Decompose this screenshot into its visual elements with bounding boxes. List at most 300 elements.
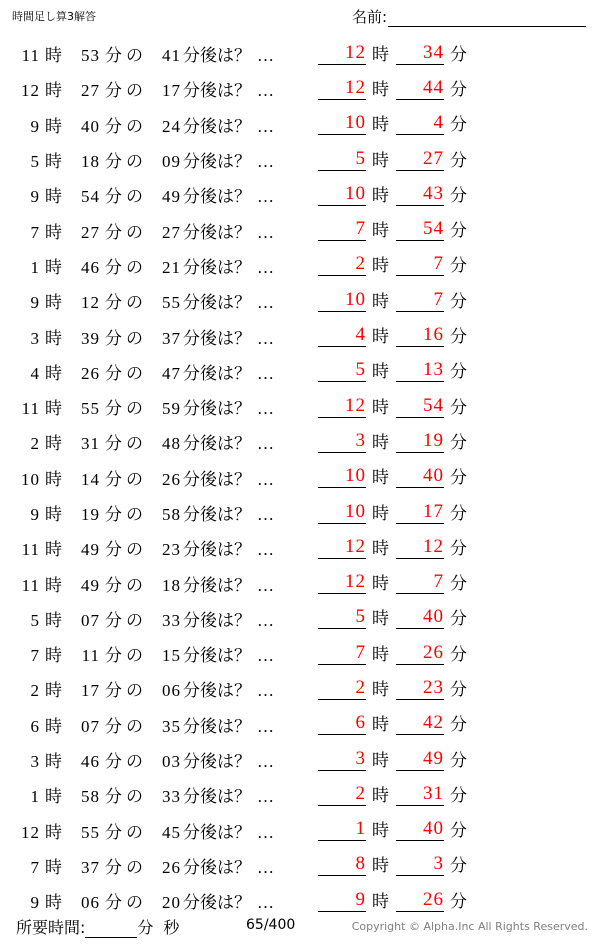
after-label: 分後は？ bbox=[183, 752, 251, 772]
answer-hour[interactable]: 12 bbox=[318, 572, 366, 594]
ellipsis-label: … bbox=[257, 222, 275, 242]
problem-question bbox=[0, 888, 318, 913]
copyright-notice: Copyright © Alpha.Inc All Rights Reserved. bbox=[351, 920, 588, 933]
no-particle-label: の bbox=[126, 187, 143, 207]
problem-row bbox=[0, 107, 600, 142]
question-minute: 18 bbox=[81, 152, 100, 172]
answer-hour[interactable]: 10 bbox=[318, 290, 366, 312]
ellipsis-label: … bbox=[257, 469, 275, 489]
minute-unit-label: 分 bbox=[105, 857, 122, 877]
answer-group bbox=[318, 502, 474, 524]
answer-minute-unit-label: 分 bbox=[450, 397, 467, 417]
question-hour: 2 bbox=[30, 681, 40, 701]
answer-minute[interactable]: 54 bbox=[396, 219, 444, 241]
answer-hour-unit-label: 時 bbox=[372, 397, 389, 417]
question-minute: 14 bbox=[81, 469, 100, 489]
answer-group bbox=[318, 396, 474, 418]
answer-minute-unit-label: 分 bbox=[450, 715, 467, 735]
question-added-minutes: 15 bbox=[162, 646, 181, 666]
answer-hour-unit-label: 時 bbox=[372, 256, 389, 276]
after-label: 分後は？ bbox=[183, 434, 251, 454]
name-label: 名前: bbox=[351, 8, 387, 26]
problem-question bbox=[0, 853, 318, 878]
no-particle-label: の bbox=[126, 575, 143, 595]
answer-group bbox=[318, 431, 474, 453]
after-label: 分後は？ bbox=[183, 787, 251, 807]
question-hour: 4 bbox=[30, 363, 40, 383]
problem-question bbox=[0, 359, 318, 384]
answer-hour-unit-label: 時 bbox=[372, 327, 389, 347]
no-particle-label: の bbox=[126, 505, 143, 524]
answer-minute[interactable]: 40 bbox=[396, 607, 444, 629]
answer-hour-unit-label: 時 bbox=[372, 644, 389, 664]
answer-group bbox=[318, 819, 474, 841]
answer-hour[interactable]: 7 bbox=[318, 219, 366, 241]
question-minute: 07 bbox=[81, 716, 100, 736]
minute-unit-label: 分 bbox=[105, 646, 122, 666]
minute-unit-label: 分 bbox=[105, 505, 122, 524]
problem-question bbox=[0, 76, 318, 101]
answer-minute-unit-label: 分 bbox=[450, 538, 467, 558]
question-minute: 55 bbox=[81, 399, 100, 419]
no-particle-label: の bbox=[126, 752, 143, 772]
ellipsis-label: … bbox=[257, 752, 275, 772]
answer-hour[interactable]: 8 bbox=[318, 854, 366, 876]
answer-minute-unit-label: 分 bbox=[450, 432, 467, 452]
hour-unit-label: 時 bbox=[45, 363, 62, 383]
hour-unit-label: 時 bbox=[45, 822, 62, 842]
ellipsis-label: … bbox=[257, 116, 275, 136]
question-minute: 06 bbox=[81, 893, 100, 913]
question-added-minutes: 26 bbox=[162, 469, 181, 489]
answer-group bbox=[318, 678, 474, 700]
question-hour: 7 bbox=[30, 857, 40, 877]
answer-minute-unit-label: 分 bbox=[450, 821, 467, 841]
answer-group bbox=[318, 607, 474, 629]
answer-group bbox=[318, 290, 474, 312]
question-added-minutes: 23 bbox=[162, 540, 181, 560]
problem-question bbox=[0, 218, 318, 243]
hour-unit-label: 時 bbox=[45, 152, 62, 172]
after-label: 分後は？ bbox=[183, 46, 251, 66]
answer-hour-unit-label: 時 bbox=[372, 185, 389, 205]
answer-group bbox=[318, 643, 474, 665]
answer-hour[interactable]: 10 bbox=[318, 466, 366, 488]
problem-question bbox=[0, 747, 318, 772]
answer-hour[interactable]: 12 bbox=[318, 43, 366, 65]
answer-hour[interactable]: 12 bbox=[318, 537, 366, 559]
ellipsis-label: … bbox=[257, 857, 275, 877]
problem-question bbox=[0, 818, 318, 843]
answer-minute[interactable]: 12 bbox=[396, 537, 444, 559]
question-hour: 6 bbox=[30, 716, 40, 736]
question-added-minutes: 55 bbox=[162, 293, 181, 313]
answer-group bbox=[318, 78, 474, 100]
answer-minute[interactable]: 7 bbox=[396, 290, 444, 312]
answer-minute[interactable]: 23 bbox=[396, 678, 444, 700]
answer-hour[interactable]: 10 bbox=[318, 113, 366, 135]
problem-question bbox=[0, 324, 318, 349]
answer-group bbox=[318, 784, 474, 806]
answer-hour-unit-label: 時 bbox=[372, 609, 389, 629]
problem-row bbox=[0, 601, 600, 636]
ellipsis-label: … bbox=[257, 575, 275, 595]
question-added-minutes: 49 bbox=[162, 187, 181, 207]
hour-unit-label: 時 bbox=[45, 857, 62, 877]
problem-row bbox=[0, 636, 600, 671]
minute-unit-label: 分 bbox=[105, 610, 122, 630]
problem-question bbox=[0, 535, 318, 560]
question-hour: 1 bbox=[30, 787, 40, 807]
question-added-minutes: 45 bbox=[162, 822, 181, 842]
hour-unit-label: 時 bbox=[45, 610, 62, 630]
minute-unit-label: 分 bbox=[105, 716, 122, 736]
answer-minute[interactable]: 26 bbox=[396, 643, 444, 665]
after-label: 分後は？ bbox=[183, 257, 251, 277]
question-minute: 11 bbox=[81, 646, 100, 666]
no-particle-label: の bbox=[126, 399, 143, 419]
question-minute: 27 bbox=[81, 222, 100, 242]
after-label: 分後は？ bbox=[183, 540, 251, 560]
problem-row bbox=[0, 318, 600, 353]
problem-row bbox=[0, 389, 600, 424]
answer-hour-unit-label: 時 bbox=[372, 503, 389, 523]
answer-minute-unit-label: 分 bbox=[450, 750, 467, 770]
question-hour: 5 bbox=[30, 152, 40, 172]
hour-unit-label: 時 bbox=[45, 46, 62, 66]
after-label: 分後は？ bbox=[183, 363, 251, 383]
hour-unit-label: 時 bbox=[45, 469, 62, 489]
answer-hour[interactable]: 10 bbox=[318, 502, 366, 524]
problem-row bbox=[0, 424, 600, 459]
minute-unit-label: 分 bbox=[105, 116, 122, 136]
answer-minute[interactable]: 44 bbox=[396, 78, 444, 100]
question-minute: 49 bbox=[81, 575, 100, 595]
answer-minute[interactable]: 42 bbox=[396, 713, 444, 735]
answer-minute[interactable]: 19 bbox=[396, 431, 444, 453]
no-particle-label: の bbox=[126, 152, 143, 172]
answer-hour[interactable]: 2 bbox=[318, 678, 366, 700]
minute-unit-label: 分 bbox=[105, 293, 122, 313]
minute-unit-label: 分 bbox=[105, 187, 122, 207]
question-added-minutes: 21 bbox=[162, 257, 181, 277]
minute-unit-label: 分 bbox=[105, 152, 122, 172]
answer-minute[interactable]: 26 bbox=[396, 890, 444, 912]
ellipsis-label: … bbox=[257, 81, 275, 101]
after-label: 分後は？ bbox=[183, 469, 251, 489]
hour-unit-label: 時 bbox=[45, 328, 62, 348]
hour-unit-label: 時 bbox=[45, 893, 62, 913]
hour-unit-label: 時 bbox=[45, 81, 62, 101]
answer-group bbox=[318, 572, 474, 594]
answer-hour[interactable]: 3 bbox=[318, 431, 366, 453]
answer-hour[interactable]: 5 bbox=[318, 360, 366, 382]
minute-unit-label: 分 bbox=[105, 469, 122, 489]
minute-unit-label: 分 bbox=[105, 257, 122, 277]
answer-minute-unit-label: 分 bbox=[450, 44, 467, 64]
name-field-block bbox=[352, 6, 586, 27]
question-minute: 12 bbox=[81, 293, 100, 313]
hour-unit-label: 時 bbox=[45, 257, 62, 277]
time-required-block bbox=[16, 915, 179, 938]
problem-question bbox=[0, 500, 318, 525]
hour-unit-label: 時 bbox=[45, 434, 62, 454]
answer-minute-unit-label: 分 bbox=[450, 79, 467, 99]
answer-minute[interactable]: 54 bbox=[396, 396, 444, 418]
problem-question bbox=[0, 465, 318, 490]
problem-question bbox=[0, 712, 318, 737]
problem-question bbox=[0, 641, 318, 666]
answer-minute[interactable]: 7 bbox=[396, 572, 444, 594]
answer-minute-unit-label: 分 bbox=[450, 609, 467, 629]
answer-minute[interactable]: 17 bbox=[396, 502, 444, 524]
time-required-minute-unit: 分 bbox=[137, 918, 154, 937]
answer-group bbox=[318, 537, 474, 559]
question-hour: 7 bbox=[30, 646, 40, 666]
question-hour: 11 bbox=[21, 575, 40, 595]
answer-hour[interactable]: 3 bbox=[318, 749, 366, 771]
question-added-minutes: 59 bbox=[162, 399, 181, 419]
problem-row bbox=[0, 177, 600, 212]
answer-group bbox=[318, 325, 474, 347]
question-minute: 07 bbox=[81, 610, 100, 630]
answer-minute-unit-label: 分 bbox=[450, 503, 467, 523]
question-minute: 31 bbox=[81, 434, 100, 454]
problem-row bbox=[0, 530, 600, 565]
answer-minute-unit-label: 分 bbox=[450, 221, 467, 241]
answer-hour[interactable]: 5 bbox=[318, 607, 366, 629]
ellipsis-label: … bbox=[257, 257, 275, 277]
name-input-line[interactable] bbox=[388, 10, 586, 27]
question-hour: 11 bbox=[21, 46, 40, 66]
answer-minute[interactable]: 16 bbox=[396, 325, 444, 347]
time-required-minutes-input[interactable] bbox=[85, 920, 137, 938]
page-number: 65/400 bbox=[246, 917, 296, 933]
answer-minute-unit-label: 分 bbox=[450, 362, 467, 382]
problem-row bbox=[0, 777, 600, 812]
page-header bbox=[0, 0, 600, 36]
problem-question bbox=[0, 429, 318, 454]
no-particle-label: の bbox=[126, 363, 143, 383]
ellipsis-label: … bbox=[257, 646, 275, 666]
answer-minute-unit-label: 分 bbox=[450, 327, 467, 347]
answer-minute[interactable]: 40 bbox=[396, 819, 444, 841]
after-label: 分後は？ bbox=[183, 716, 251, 736]
answer-hour[interactable]: 1 bbox=[318, 819, 366, 841]
answer-minute[interactable]: 49 bbox=[396, 749, 444, 771]
problem-row bbox=[0, 283, 600, 318]
after-label: 分後は？ bbox=[183, 399, 251, 419]
time-required-label: 所要時間: bbox=[16, 918, 86, 937]
no-particle-label: の bbox=[126, 857, 143, 877]
answer-minute[interactable]: 13 bbox=[396, 360, 444, 382]
minute-unit-label: 分 bbox=[105, 363, 122, 383]
answer-group bbox=[318, 219, 474, 241]
answer-hour[interactable]: 10 bbox=[318, 184, 366, 206]
hour-unit-label: 時 bbox=[45, 187, 62, 207]
hour-unit-label: 時 bbox=[45, 752, 62, 772]
hour-unit-label: 時 bbox=[45, 646, 62, 666]
answer-minute-unit-label: 分 bbox=[450, 574, 467, 594]
answer-group bbox=[318, 713, 474, 735]
no-particle-label: の bbox=[126, 116, 143, 136]
no-particle-label: の bbox=[126, 81, 143, 101]
answer-minute[interactable]: 31 bbox=[396, 784, 444, 806]
answer-hour[interactable]: 2 bbox=[318, 784, 366, 806]
question-minute: 40 bbox=[81, 116, 100, 136]
no-particle-label: の bbox=[126, 893, 143, 913]
answer-hour-unit-label: 時 bbox=[372, 715, 389, 735]
answer-hour-unit-label: 時 bbox=[372, 750, 389, 770]
ellipsis-label: … bbox=[257, 822, 275, 842]
hour-unit-label: 時 bbox=[45, 681, 62, 701]
ellipsis-label: … bbox=[257, 46, 275, 66]
no-particle-label: の bbox=[126, 681, 143, 701]
question-minute: 49 bbox=[81, 540, 100, 560]
no-particle-label: の bbox=[126, 540, 143, 560]
after-label: 分後は？ bbox=[183, 187, 251, 207]
answer-minute-unit-label: 分 bbox=[450, 468, 467, 488]
answer-hour-unit-label: 時 bbox=[372, 115, 389, 135]
answer-hour-unit-label: 時 bbox=[372, 362, 389, 382]
answer-group bbox=[318, 466, 474, 488]
question-minute: 39 bbox=[81, 328, 100, 348]
no-particle-label: の bbox=[126, 787, 143, 807]
answer-minute[interactable]: 3 bbox=[396, 854, 444, 876]
answer-minute[interactable]: 40 bbox=[396, 466, 444, 488]
question-added-minutes: 24 bbox=[162, 116, 181, 136]
minute-unit-label: 分 bbox=[105, 399, 122, 419]
answer-hour-unit-label: 時 bbox=[372, 538, 389, 558]
answer-hour[interactable]: 5 bbox=[318, 149, 366, 171]
problem-row bbox=[0, 671, 600, 706]
ellipsis-label: … bbox=[257, 787, 275, 807]
answer-hour[interactable]: 2 bbox=[318, 254, 366, 276]
question-added-minutes: 27 bbox=[162, 222, 181, 242]
after-label: 分後は？ bbox=[183, 152, 251, 172]
answer-group bbox=[318, 890, 474, 912]
answer-minute-unit-label: 分 bbox=[450, 785, 467, 805]
answer-minute-unit-label: 分 bbox=[450, 891, 467, 911]
ellipsis-label: … bbox=[257, 328, 275, 348]
answer-hour[interactable]: 7 bbox=[318, 643, 366, 665]
no-particle-label: の bbox=[126, 610, 143, 630]
answer-hour[interactable]: 9 bbox=[318, 890, 366, 912]
after-label: 分後は？ bbox=[183, 646, 251, 666]
answer-hour-unit-label: 時 bbox=[372, 891, 389, 911]
page-title: 時間足し算3解答 bbox=[12, 10, 96, 23]
no-particle-label: の bbox=[126, 716, 143, 736]
ellipsis-label: … bbox=[257, 363, 275, 383]
answer-hour[interactable]: 4 bbox=[318, 325, 366, 347]
no-particle-label: の bbox=[126, 293, 143, 313]
problem-row bbox=[0, 742, 600, 777]
question-added-minutes: 06 bbox=[162, 681, 181, 701]
problem-question bbox=[0, 606, 318, 631]
answer-group bbox=[318, 360, 474, 382]
question-hour: 10 bbox=[21, 469, 40, 489]
answer-hour[interactable]: 12 bbox=[318, 78, 366, 100]
after-label: 分後は？ bbox=[183, 116, 251, 136]
question-minute: 26 bbox=[81, 363, 100, 383]
question-added-minutes: 58 bbox=[162, 505, 181, 524]
no-particle-label: の bbox=[126, 469, 143, 489]
question-added-minutes: 18 bbox=[162, 575, 181, 595]
answer-minute-unit-label: 分 bbox=[450, 679, 467, 699]
question-added-minutes: 17 bbox=[162, 81, 181, 101]
problem-row bbox=[0, 813, 600, 848]
hour-unit-label: 時 bbox=[45, 222, 62, 242]
question-hour: 9 bbox=[30, 293, 40, 313]
question-minute: 54 bbox=[81, 187, 100, 207]
hour-unit-label: 時 bbox=[45, 293, 62, 313]
question-added-minutes: 47 bbox=[162, 363, 181, 383]
hour-unit-label: 時 bbox=[45, 540, 62, 560]
answer-hour[interactable]: 6 bbox=[318, 713, 366, 735]
answer-group bbox=[318, 854, 474, 876]
hour-unit-label: 時 bbox=[45, 787, 62, 807]
problem-question bbox=[0, 571, 318, 596]
ellipsis-label: … bbox=[257, 293, 275, 313]
answer-group bbox=[318, 254, 474, 276]
after-label: 分後は？ bbox=[183, 328, 251, 348]
answer-minute[interactable]: 4 bbox=[396, 113, 444, 135]
no-particle-label: の bbox=[126, 434, 143, 454]
question-hour: 12 bbox=[21, 822, 40, 842]
no-particle-label: の bbox=[126, 822, 143, 842]
problem-row bbox=[0, 707, 600, 742]
ellipsis-label: … bbox=[257, 893, 275, 913]
minute-unit-label: 分 bbox=[105, 575, 122, 595]
problem-question bbox=[0, 112, 318, 137]
answer-minute-unit-label: 分 bbox=[450, 150, 467, 170]
ellipsis-label: … bbox=[257, 505, 275, 524]
answer-group bbox=[318, 749, 474, 771]
problem-question bbox=[0, 147, 318, 172]
question-hour: 7 bbox=[30, 222, 40, 242]
answer-hour[interactable]: 12 bbox=[318, 396, 366, 418]
question-added-minutes: 26 bbox=[162, 857, 181, 877]
no-particle-label: の bbox=[126, 222, 143, 242]
answer-group bbox=[318, 149, 474, 171]
problem-row bbox=[0, 460, 600, 495]
answer-minute[interactable]: 27 bbox=[396, 149, 444, 171]
hour-unit-label: 時 bbox=[45, 716, 62, 736]
problem-row bbox=[0, 495, 600, 530]
problem-question bbox=[0, 288, 318, 313]
answer-hour-unit-label: 時 bbox=[372, 79, 389, 99]
question-hour: 11 bbox=[21, 399, 40, 419]
question-minute: 46 bbox=[81, 257, 100, 277]
minute-unit-label: 分 bbox=[105, 681, 122, 701]
question-added-minutes: 48 bbox=[162, 434, 181, 454]
answer-hour-unit-label: 時 bbox=[372, 821, 389, 841]
answer-minute[interactable]: 7 bbox=[396, 254, 444, 276]
question-hour: 2 bbox=[30, 434, 40, 454]
minute-unit-label: 分 bbox=[105, 787, 122, 807]
question-hour: 3 bbox=[30, 328, 40, 348]
answer-minute[interactable]: 34 bbox=[396, 43, 444, 65]
problem-question bbox=[0, 782, 318, 807]
question-minute: 53 bbox=[81, 46, 100, 66]
answer-minute-unit-label: 分 bbox=[450, 185, 467, 205]
answer-hour-unit-label: 時 bbox=[372, 785, 389, 805]
answer-minute[interactable]: 43 bbox=[396, 184, 444, 206]
question-added-minutes: 35 bbox=[162, 716, 181, 736]
minute-unit-label: 分 bbox=[105, 822, 122, 842]
answer-group bbox=[318, 43, 474, 65]
answer-hour-unit-label: 時 bbox=[372, 679, 389, 699]
